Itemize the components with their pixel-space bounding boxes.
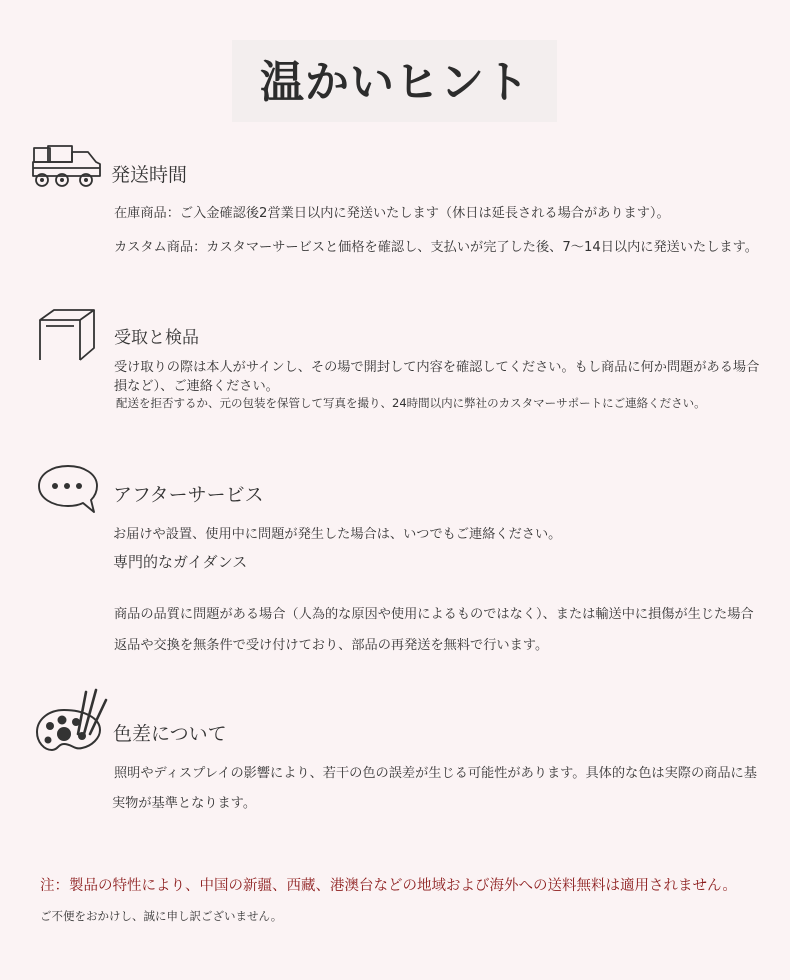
delivery-truck-icon (30, 144, 106, 190)
aftersales-line-3: 商品の品質に問題がある場合（人為的な原因や使用によるものではなく）、または輸送中に損傷が生じた場合 (114, 607, 754, 622)
receipt-line-1: 受け取りの際は本人がサインし、その場で開封して内容を確認してください。もし商品に何か問題がある場合 (114, 360, 760, 375)
apology-text: ご不便をおかけし、誠に申し訳ございません。 (40, 909, 283, 923)
package-box-icon (36, 306, 98, 368)
aftersales-line-4: 返品や交換を無条件で受け付けており、部品の再発送を無料で行います。 (114, 638, 549, 653)
section-title-aftersales: アフターサービス (113, 484, 264, 506)
speech-bubble-icon (36, 462, 100, 516)
section-title-color: 色差について (113, 723, 227, 745)
paint-palette-icon (34, 686, 110, 754)
aftersales-line-1: お届けや設置、使用中に問題が発生した場合は、いつでもご連絡ください。 (113, 527, 562, 542)
shipping-notice: 注：製品の特性により、中国の新疆、西藏、港澳台などの地域および海外への送料無料は適用されません。 (40, 878, 737, 894)
color-line-2: 実物が基準となります。 (112, 796, 257, 811)
section-title-shipping: 発送時間 (111, 164, 188, 186)
section-title-receipt: 受取と検品 (114, 328, 199, 348)
color-line-1: 照明やディスプレイの影響により、若干の色の誤差が生じる可能性があります。具体的な色は実際の商品に基 (114, 766, 757, 781)
shipping-line-stock: 在庫商品：ご入金確認後2営業日以内に発送いたします（休日は延長される場合があります）。 (114, 206, 670, 221)
receipt-line-3: 配送を拒否するか、元の包装を保管して写真を撮り、24時間以内に弊社のカスタマーサポートにご連絡ください。 (116, 396, 706, 410)
shipping-line-custom: カスタム商品：カスタマーサービスと価格を確認し、支払いが完了した後、7〜14日以内に発送いたします。 (114, 240, 758, 255)
page-title: 温かいヒント (260, 57, 530, 108)
receipt-line-2: 損など）、ご連絡ください。 (114, 379, 279, 394)
aftersales-subtitle: 専門的なガイダンス (113, 553, 248, 571)
